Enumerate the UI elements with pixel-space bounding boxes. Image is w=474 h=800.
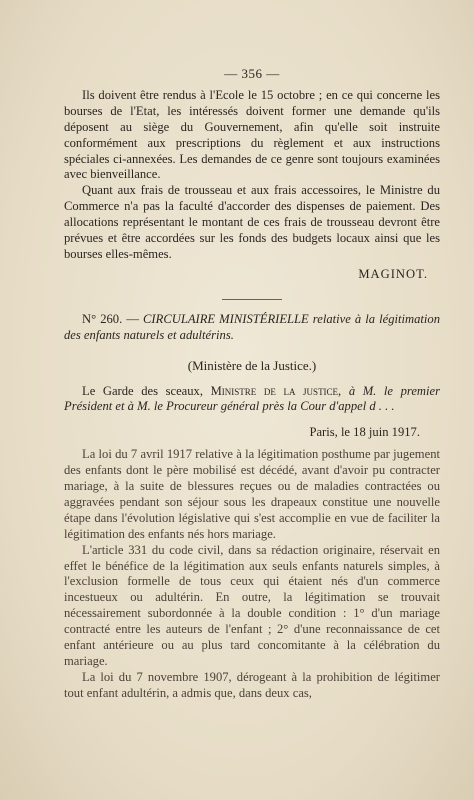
address-line <box>64 384 440 416</box>
paragraph: La loi du 7 avril 1917 relative à la légitimation posthume par jugement des enfants dont le père mobilisé est décédé, avant d'avoir pu contracter mariage, à la suite de blessures reçues ou de maladies contractées ou aggravées pendant son séjour sous les drapeaux constitue une nouvelle étape dans l'évolution législative qui s'est accomplie en vue de faciliter la légitimation des enfants nés hors mariage. <box>64 447 440 541</box>
paragraph: Quant aux frais de trousseau et aux frais accessoires, le Ministre du Commerce n'a pas la faculté d'accorder des dispenses de paiement. Des allocations représentant le montant de ces frais de trousseau devront être prévues et être accordées sur les fonds des budgets locaux ainsi que les bourses elles-mêmes. <box>64 183 440 261</box>
address-minister: Ministre de la justice, <box>210 383 342 398</box>
paragraph: L'article 331 du code civil, dans sa rédaction originaire, réservait en effet le bénéfice de la légitimation aux seuls enfants naturels simples, à l'exclusion formelle de tous ceux qui étaient nés d'un commerce incestueux ou adultérin. En outre, la légitimation se trouvait nécessairement subordonnée à la double condition : 1° d'un mariage contracté entre les auteurs de l'enfant ; 2° d'une reconnaissance de cet enfant antérieure ou au plus tard concomitante à la célébration du mariage. <box>64 542 440 668</box>
ministry-line: (Ministère de la Justice.) <box>187 357 317 373</box>
place-date: Paris, le 18 juin 1917. <box>309 425 420 440</box>
circular-title: CIRCULAIRE MINISTÉRIELLE relative à la légitimation des enfants naturels et adultérins. <box>64 311 441 342</box>
address-prefix: Le Garde des sceaux, <box>82 383 204 398</box>
page-number: — 356 — <box>224 66 280 81</box>
page-text <box>64 66 440 702</box>
address-recipients: à M. le premier Président et à M. le Procureur général près la Cour d'appel d . . . <box>64 383 440 414</box>
section-divider <box>222 299 282 300</box>
circular-heading <box>64 312 440 344</box>
paragraph: La loi du 7 novembre 1907, dérogeant à la prohibition de légitimer tout enfant adultérin, a admis que, dans deux cas, <box>64 669 440 700</box>
circular-number: N° 260. — <box>82 311 139 326</box>
signature: MAGINOT. <box>358 266 428 281</box>
paragraph: Ils doivent être rendus à l'Ecole le 15 octobre ; en ce qui concerne les bourses de l'Etat, les intéressés doivent former une demande qu'ils déposent au siège du Gouvernement, afin qu'elle soit instruite conformément aux prescriptions du règlement et aux instructions spéciales ci-annexées. Les demandes de ce genre sont toujours examinées avec bienveillance. <box>64 87 440 182</box>
